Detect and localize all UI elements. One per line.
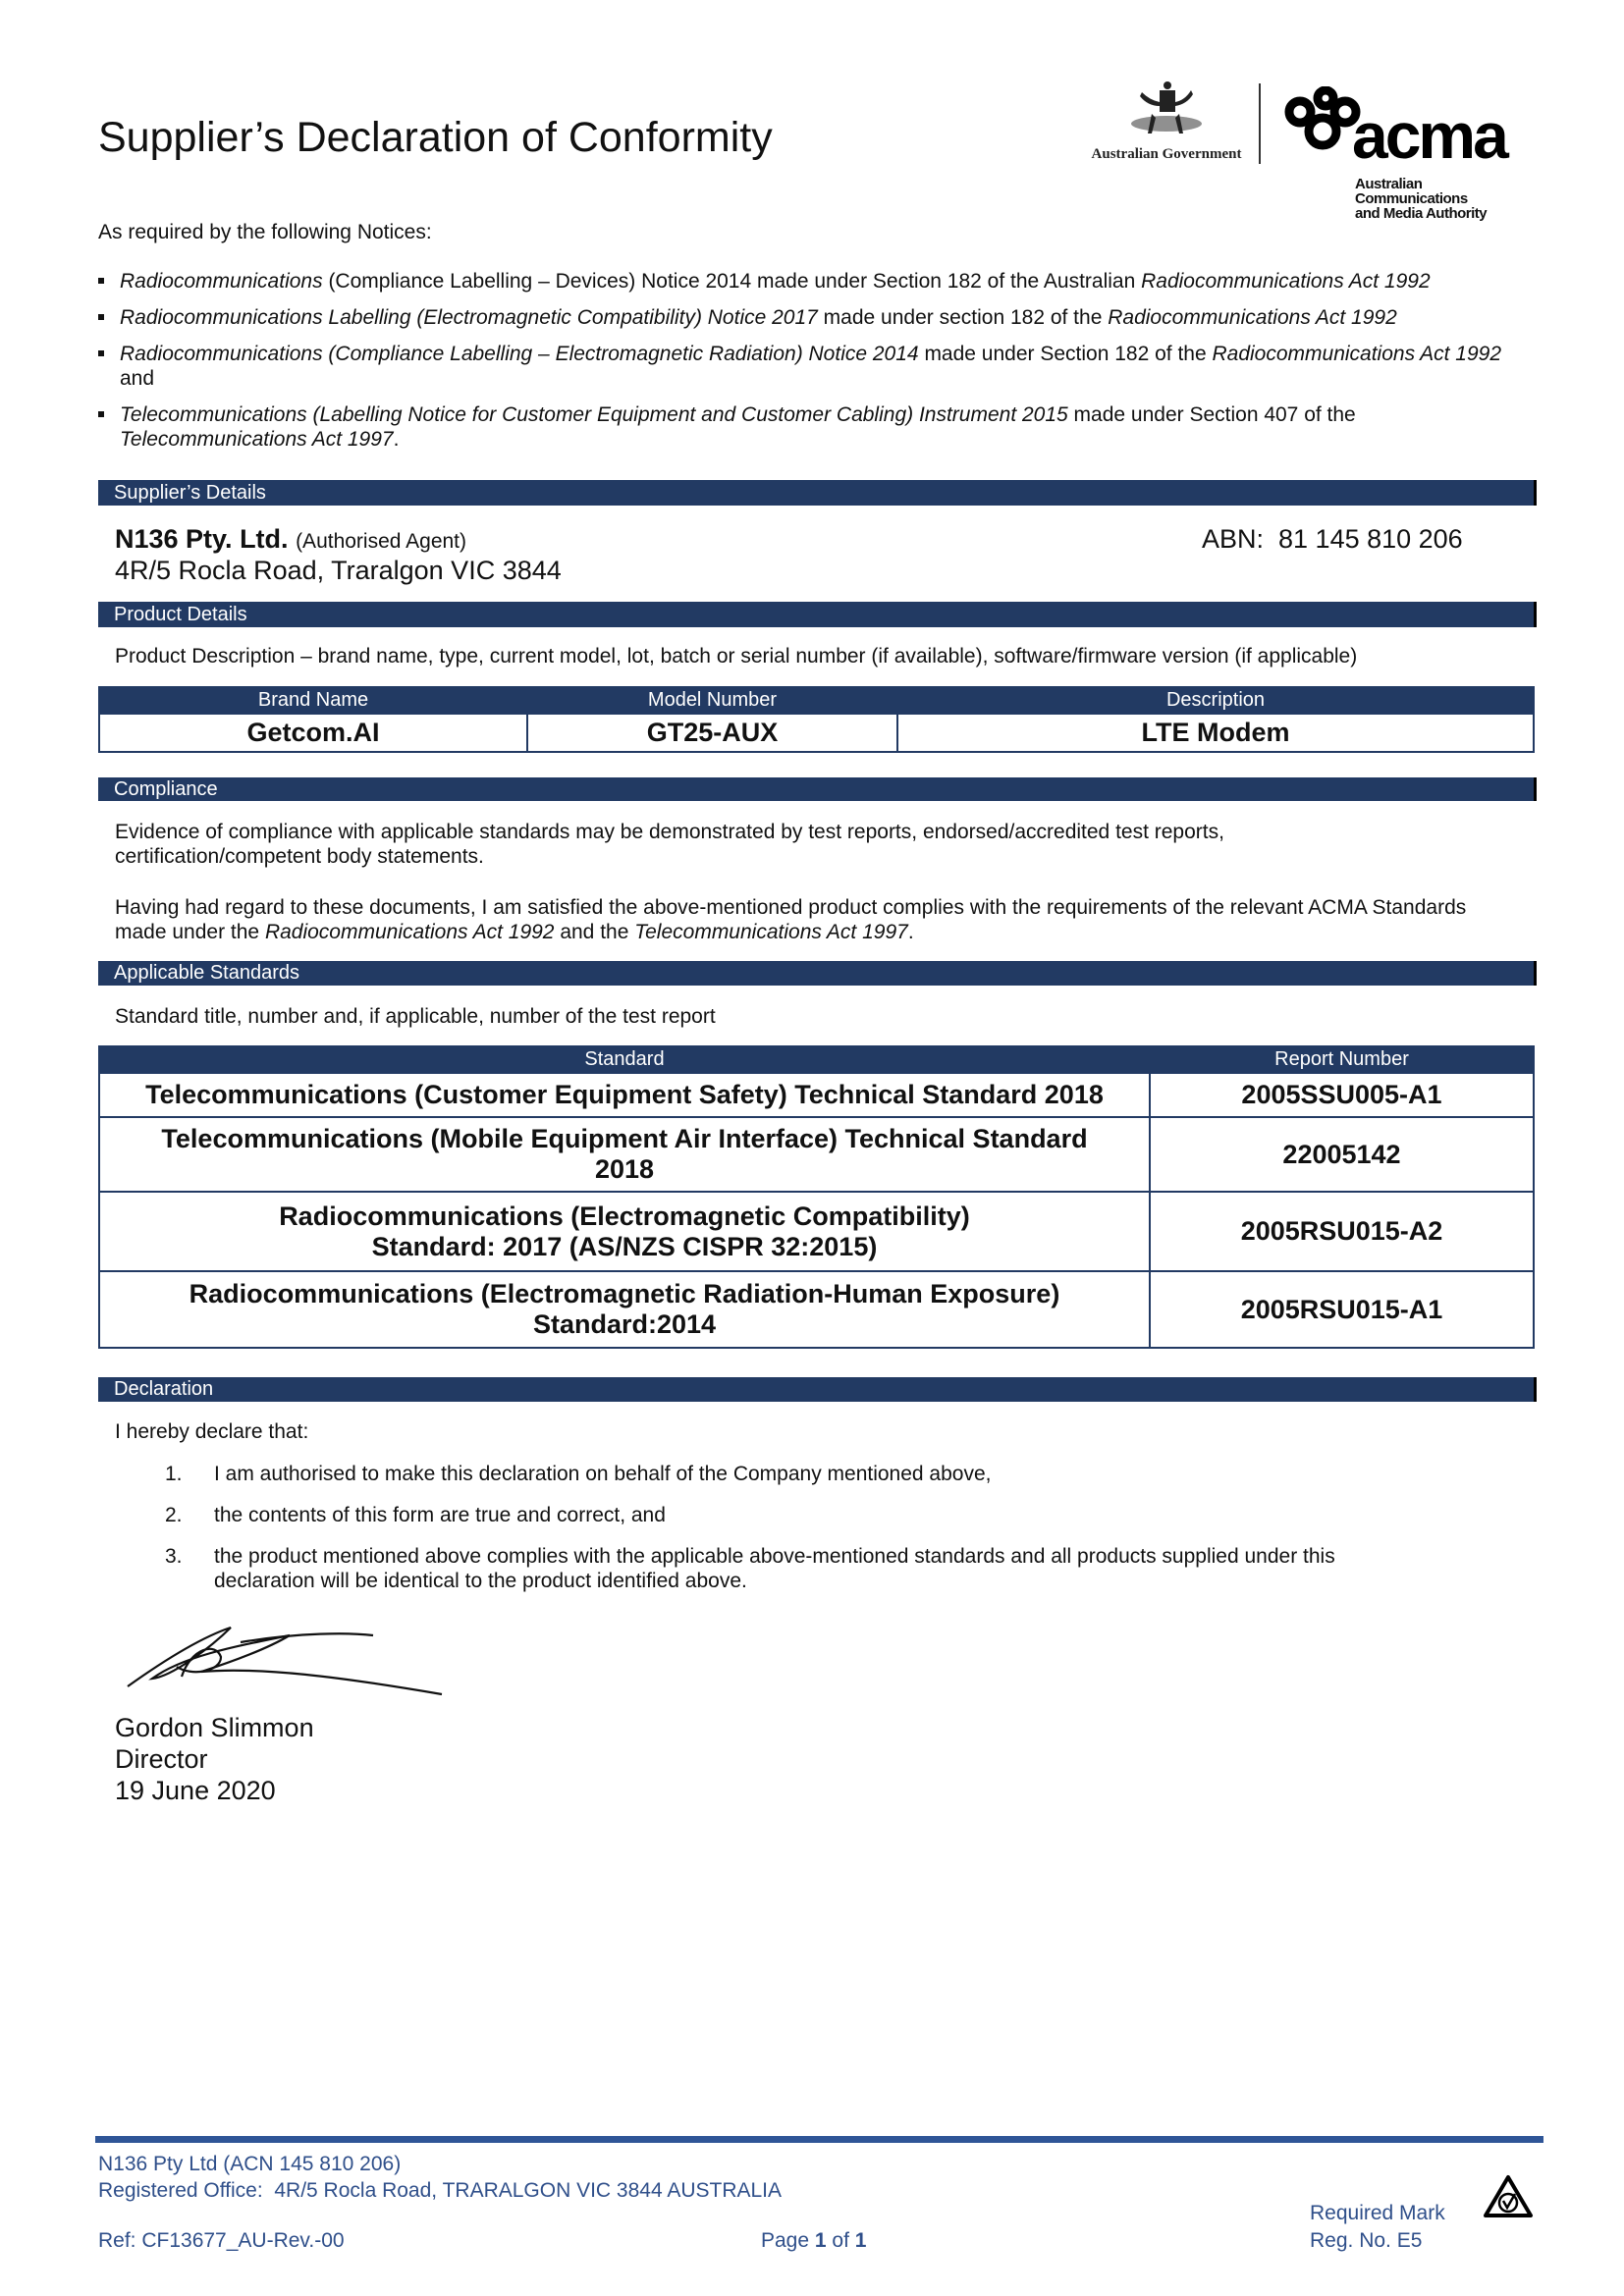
coat-of-arms-icon [1122,80,1211,141]
notice-text: Telecommunications (Labelling Notice for Customer Equipment and Customer Cabling) Instrument 2015 [120,403,1068,426]
description-value: LTE Modem [897,714,1534,752]
supplier-role: (Authorised Agent) [296,530,466,553]
notice-item [98,305,1532,330]
footer-ref: Ref: CF13677_AU-Rev.-00 [98,2229,345,2252]
acma-sub-1: Australian [1355,176,1423,192]
standard-title: Radiocommunications (Electromagnetic Compatibility) Standard: 2017 (AS/NZS CISPR 32:2015) [99,1192,1150,1271]
notice-text: made under Section 407 of the [1067,403,1356,426]
declaration-item: the contents of this form are true and correct, and [214,1504,666,1526]
notice-item [98,269,1532,294]
model-number-value: GT25-AUX [527,714,897,752]
acma-wordmark: acma [1352,99,1506,172]
report-number: 2005RSU015-A1 [1150,1271,1534,1348]
notice-text: Radiocommunications (Compliance Labelling – Electromagnetic Radiation) Notice 2014 [120,343,919,365]
supplier-address: 4R/5 Rocla Road, Traralgon VIC 3844 [115,556,562,585]
col-brand-name: Brand Name [99,687,527,714]
product-description-instructions: Product Description – brand name, type, current model, lot, batch or serial number (if available), software/firmware version (if applicable) [115,645,1358,667]
gov-logo-text: Australian Government [1091,146,1242,162]
page-of: of [826,2229,855,2252]
required-mark-label: Required Mark [1310,2202,1445,2224]
standard-title: Telecommunications (Mobile Equipment Air Interface) Technical Standard 2018 [99,1117,1150,1192]
supplier-abn: ABN: 81 145 810 206 [1202,524,1463,554]
acma-sub-3: and Media Authority [1355,205,1488,222]
col-report-number: Report Number [1150,1046,1534,1073]
notice-text: Radiocommunications Act 1992 [1108,306,1397,329]
signature [123,1618,447,1701]
signatory-name: Gordon Slimmon [115,1713,314,1742]
acma-sub-2: Communications [1355,190,1468,207]
page-prefix: Page [761,2229,815,2252]
standards-intro: Standard title, number and, if applicable, number of the test report [115,1005,716,1028]
compliance-text: Having had regard to these documents, I am satisfied the above-mentioned product complies with the requirements of the relevant ACMA Standards made under the [115,896,1467,943]
col-description: Description [897,687,1534,714]
standard-title: Telecommunications (Customer Equipment Safety) Technical Standard 2018 [99,1073,1150,1117]
compliance-header: Compliance [98,777,1537,801]
declaration-intro: I hereby declare that: [115,1420,309,1443]
reg-number: Reg. No. E5 [1310,2229,1423,2252]
logo-divider [1259,83,1261,164]
supplier-name-line [115,524,466,555]
standard-row [99,1271,1534,1348]
compliance-evidence: Evidence of compliance with applicable standards may be demonstrated by test reports, endorsed/accredited test reports, certification/competent body statements. [115,821,1224,868]
applicable-standards-header: Applicable Standards [98,961,1537,986]
supplier-details-header: Supplier’s Details [98,480,1537,506]
declaration-item-number: 1. [165,1463,183,1485]
notice-item [98,402,1502,452]
compliance-text: Telecommunications Act 1997 [634,921,908,943]
brand-name-value: Getcom.AI [99,714,527,752]
notice-text: Radiocommunications Act 1992 [1212,343,1502,365]
col-standard: Standard [99,1046,1150,1073]
declaration-header: Declaration [98,1377,1537,1402]
report-number: 22005142 [1150,1117,1534,1192]
notices-list [98,269,1532,463]
australian-government-logo [1088,80,1245,163]
notice-text: and [120,367,155,390]
declaration-date: 19 June 2020 [115,1776,276,1805]
footer-office: Registered Office: 4R/5 Rocla Road, TRARALGON VIC 3844 AUSTRALIA [98,2179,783,2202]
report-number: 2005SSU005-A1 [1150,1073,1534,1117]
standard-row [99,1192,1534,1271]
signatory-title: Director [115,1744,208,1774]
standard-row [99,1117,1534,1192]
compliance-text: . [907,921,914,943]
notice-text: Radiocommunications Act 1992 [1141,270,1431,293]
product-table [98,686,1535,753]
standard-row [99,1073,1534,1117]
notice-text: made under section 182 of the [817,306,1109,329]
compliance-text: and the [554,921,635,943]
supplier-name: N136 Pty. Ltd. [115,524,289,554]
compliance-statement [115,895,1489,944]
report-number: 2005RSU015-A2 [1150,1192,1534,1271]
footer-rule [95,2136,1543,2143]
notice-text: Radiocommunications [120,270,323,293]
notice-text: (Compliance Labelling – Devices) Notice 2014 made under Section 182 of the Australian [322,270,1142,293]
product-details-header: Product Details [98,602,1537,627]
standards-table [98,1045,1535,1349]
notice-item [98,342,1502,391]
notices-intro: As required by the following Notices: [98,221,432,243]
notice-text: Telecommunications Act 1997 [120,428,394,451]
notice-text: Radiocommunications Labelling (Electromagnetic Compatibility) Notice 2017 [120,306,818,329]
declaration-item: the product mentioned above complies with the applicable above-mentioned standards and all products supplied under this declaration will be identical to the product identified above. [214,1545,1335,1592]
compliance-text: Radiocommunications Act 1992 [264,921,555,943]
rcm-mark-icon [1483,2174,1534,2219]
footer-company: N136 Pty Ltd (ACN 145 810 206) [98,2153,402,2175]
page-count: 1 [854,2229,867,2252]
page-title: Supplier’s Declaration of Conformity [98,114,773,161]
page-number: 1 [814,2229,827,2252]
notice-text: . [393,428,400,451]
declaration-item-number: 3. [165,1545,183,1568]
page-indicator [761,2229,866,2253]
notice-text: made under Section 182 of the [918,343,1213,365]
declaration-item: I am authorised to make this declaration on behalf of the Company mentioned above, [214,1463,992,1485]
standard-title: Radiocommunications (Electromagnetic Radiation-Human Exposure) Standard:2014 [99,1271,1150,1348]
col-model-number: Model Number [527,687,897,714]
declaration-item-number: 2. [165,1504,183,1526]
